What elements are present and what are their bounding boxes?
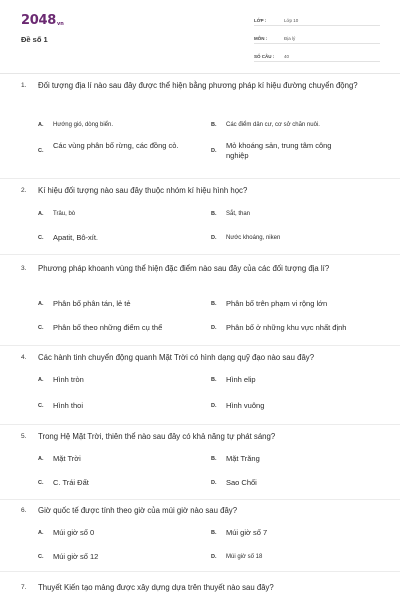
option-letter: A. — [38, 301, 44, 307]
option-letter: A. — [38, 122, 44, 128]
question-number: 2. — [21, 187, 27, 194]
meta-key: SỐ CÂU : — [254, 54, 275, 59]
question-text: Các hành tinh chuyển động quanh Mặt Trời có hình dạng quỹ đạo nào sau đây? — [38, 353, 315, 362]
meta-value: Địa lý — [284, 36, 296, 41]
answer-option-d[interactable] — [211, 401, 381, 411]
question-number: 3. — [21, 265, 27, 272]
option-text: Hình tròn — [53, 375, 84, 384]
option-letter: C. — [38, 148, 44, 154]
answer-option-a[interactable] — [38, 209, 198, 219]
option-letter: D. — [211, 325, 217, 331]
option-text: Phân bố ở những khu vực nhất định — [226, 323, 347, 332]
question-item — [0, 500, 400, 572]
question-item — [0, 75, 400, 179]
option-letter: B. — [211, 456, 217, 462]
option-text: Mặt Trời — [53, 454, 81, 463]
answer-option-c[interactable] — [38, 552, 198, 562]
option-letter: C. — [38, 235, 44, 241]
option-text: Múi giờ số 18 — [226, 554, 263, 560]
answer-option-a[interactable] — [38, 375, 198, 385]
question-text: Kí hiệu đối tượng nào sau đây thuộc nhóm kí hiệu hình học? — [38, 186, 248, 195]
meta-value: 40 — [284, 54, 290, 59]
answer-option-b[interactable] — [211, 209, 381, 219]
option-text: Sắt, than — [226, 211, 251, 217]
answer-option-b[interactable] — [211, 375, 381, 385]
question-list — [0, 75, 400, 600]
question-item — [0, 255, 400, 346]
question-item — [0, 425, 400, 500]
meta-key: LỚP : — [254, 18, 267, 23]
option-text: Mỏ khoáng sản, trung tâm công nghiệp — [226, 141, 332, 160]
question-number: 7. — [21, 584, 27, 591]
option-letter: D. — [211, 480, 217, 486]
option-text: Hình vuông — [226, 401, 265, 410]
option-letter: B. — [211, 377, 217, 383]
meta-key: MÔN : — [254, 36, 268, 41]
option-text: Các vùng phân bố rừng, các đồng cỏ. — [53, 141, 179, 150]
answer-option-d[interactable] — [211, 233, 381, 243]
answer-option-b[interactable] — [211, 528, 381, 538]
option-letter: B. — [211, 301, 217, 307]
site-logo[interactable] — [21, 13, 64, 27]
question-number: 1. — [21, 82, 27, 89]
option-letter: C. — [38, 480, 44, 486]
question-text: Đối tượng địa lí nào sau đây được thể hiện bằng phương pháp kí hiệu đường chuyển động? — [38, 81, 358, 90]
option-letter: D. — [211, 148, 217, 154]
answer-option-c[interactable] — [38, 478, 198, 488]
answer-option-c[interactable] — [38, 323, 208, 333]
option-text: Trâu, bò — [53, 211, 76, 217]
option-text: Múi giờ số 12 — [53, 552, 99, 561]
option-letter: B. — [211, 122, 217, 128]
answer-option-b[interactable] — [211, 454, 381, 464]
option-letter: A. — [38, 456, 44, 462]
option-text: Mặt Trăng — [226, 454, 260, 463]
option-letter: A. — [38, 211, 44, 217]
question-item — [0, 346, 400, 425]
exam-meta — [254, 12, 380, 66]
question-item — [0, 572, 400, 600]
answer-option-b[interactable] — [211, 299, 386, 309]
answer-option-a[interactable] — [38, 120, 198, 130]
option-letter: D. — [211, 403, 217, 409]
answer-option-b[interactable] — [211, 120, 381, 130]
logo-text: 2048 — [21, 13, 56, 28]
question-item — [0, 179, 400, 255]
option-letter: C. — [38, 403, 44, 409]
answer-option-c[interactable] — [38, 401, 198, 411]
answer-option-d[interactable] — [211, 552, 381, 562]
answer-option-d[interactable] — [211, 323, 391, 333]
question-number: 5. — [21, 433, 27, 440]
question-text: Thuyết Kiến tạo mảng được xây dựng dựa trên thuyết nào sau đây? — [38, 583, 274, 592]
question-text: Giờ quốc tế được tính theo giờ của múi giờ nào sau đây? — [38, 506, 238, 515]
exam-title: Đề số 1 — [21, 35, 48, 44]
answer-option-c[interactable] — [38, 141, 198, 156]
answer-option-a[interactable] — [38, 528, 198, 538]
logo-suffix: vn — [56, 21, 64, 27]
answer-option-d[interactable] — [211, 141, 381, 161]
meta-row-subject — [254, 30, 380, 44]
option-letter: D. — [211, 554, 217, 560]
option-text: Phân bố trên phạm vi rộng lớn — [226, 299, 328, 308]
option-text: Múi giờ số 7 — [226, 528, 268, 537]
option-text: Apatit, Bô-xít. — [53, 233, 99, 242]
option-text: Phân bố phân tán, lẻ tẻ — [53, 299, 131, 308]
option-text: Hình elip — [226, 375, 256, 384]
option-text: Phân bố theo những điểm cụ thể — [53, 323, 163, 332]
option-text: Múi giờ số 0 — [53, 528, 95, 537]
option-text: Sao Chổi — [226, 478, 257, 487]
answer-option-a[interactable] — [38, 454, 198, 464]
question-text: Trong Hệ Mặt Trời, thiên thể nào sau đây có khả năng tự phát sáng? — [38, 432, 276, 441]
option-text: C. Trái Đất — [53, 478, 89, 487]
meta-row-class — [254, 12, 380, 26]
meta-row-question-count — [254, 48, 380, 62]
option-letter: C. — [38, 554, 44, 560]
option-letter: C. — [38, 325, 44, 331]
question-number: 4. — [21, 354, 27, 361]
option-letter: A. — [38, 530, 44, 536]
page-header — [0, 0, 400, 74]
option-letter: B. — [211, 530, 217, 536]
answer-option-d[interactable] — [211, 478, 381, 488]
option-text: Hình thoi — [53, 401, 84, 410]
option-letter: A. — [38, 377, 44, 383]
question-number: 6. — [21, 507, 27, 514]
option-text: Các điểm dân cư, cơ sở chăn nuôi. — [226, 122, 320, 128]
option-letter: B. — [211, 211, 217, 217]
option-letter: D. — [211, 235, 217, 241]
meta-value: Lớp 10 — [284, 18, 299, 23]
question-text: Phương pháp khoanh vùng thể hiện đặc điểm nào sau đây của các đối tượng địa lí? — [38, 264, 330, 273]
answer-option-a[interactable] — [38, 299, 208, 309]
answer-option-c[interactable] — [38, 233, 198, 243]
option-text: Nước khoáng, niken — [226, 235, 281, 241]
option-text: Hướng gió, dòng biển. — [53, 122, 113, 128]
